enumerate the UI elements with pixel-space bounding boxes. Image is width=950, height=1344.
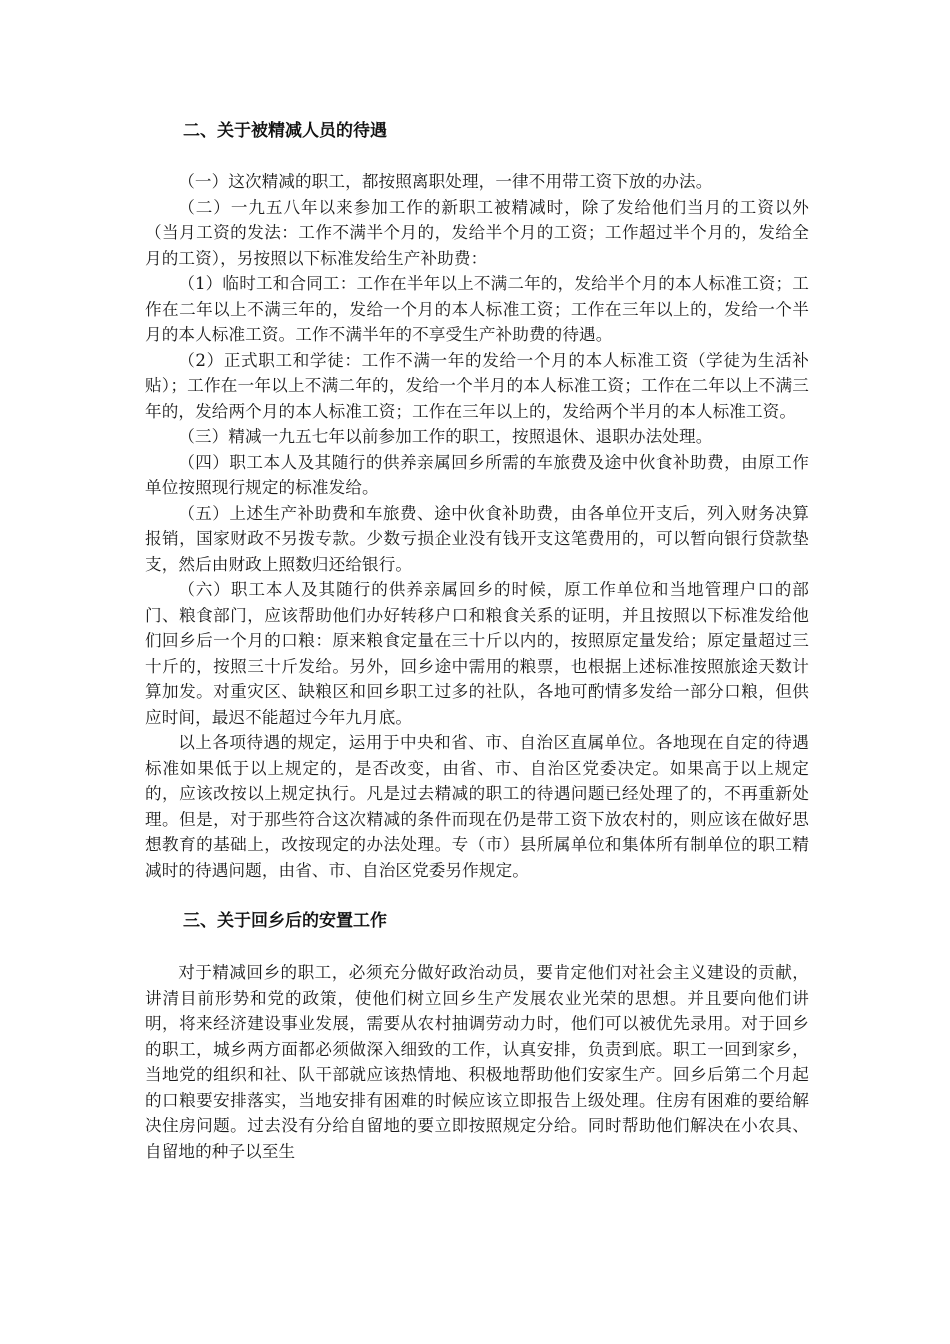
section-2-heading: 二、关于被精减人员的待遇 (183, 121, 387, 141)
section-3-heading: 三、关于回乡后的安置工作 (183, 911, 387, 931)
section-2-paragraph-3: （1）临时工和合同工：工作在半年以上不满二年的，发给半个月的本人标准工资；工作在二年以上不满三年的，发给一个月的本人标准工资；工作在三年以上的，发给一个半月的本人标准工资。工作不满半年的不享受生产补助费的待遇。 (145, 274, 809, 344)
section-3-paragraph-1: 对于精减回乡的职工，必须充分做好政治动员，要肯定他们对社会主义建设的贡献，讲清目前形势和党的政策，使他们树立回乡生产发展农业光荣的思想。并且要向他们讲明，将来经济建设事业发展，需要从农村抽调劳动力时，他们可以被优先录用。对于回乡的职工，城乡两方面都必须做深入细致的工作，认真安排，负责到底。职工一回到家乡，当地党的组织和社、队干部就应该热情地、积极地帮助他们安家生产。回乡后第二个月起的口粮要安排落实，当地安排有困难的时候应该立即报告上级处理。住房有困难的要给解决住房问题。过去没有分给自留地的要立即按照规定分给。同时帮助他们解决在小农具、自留地的种子以至生 (145, 963, 809, 1161)
section-2-paragraph-9: 以上各项待遇的规定，运用于中央和省、市、自治区直属单位。各地现在自定的待遇标准如果低于以上规定的，是否改变，由省、市、自治区党委决定。如果高于以上规定的，应该改按以上规定执行。凡是过去精减的职工的待遇问题已经处理了的，不再重新处理。但是，对于那些符合这次精减的条件而现在仍是带工资下放农村的，则应该在做好思想教育的基础上，改按现定的办法处理。专（市）县所属单位和集体所有制单位的职工精减时的待遇问题，由省、市、自治区党委另作规定。 (145, 733, 809, 880)
section-2-paragraph-8: （六）职工本人及其随行的供养亲属回乡的时候，原工作单位和当地管理户口的部门、粮食部门，应该帮助他们办好转移户口和粮食关系的证明，并且按照以下标准发给他们回乡后一个月的口粮：原来粮食定量在三十斤以内的，按照原定量发给；原定量超过三十斤的，按照三十斤发给。另外，回乡途中需用的粮票，也根据上述标准按照旅途天数计算加发。对重灾区、缺粮区和回乡职工过多的社队，各地可酌情多发给一部分口粮，但供应时间，最迟不能超过今年九月底。 (145, 580, 809, 727)
section-2-paragraph-2: （二）一九五八年以来参加工作的新职工被精减时，除了发给他们当月的工资以外（当月工资的发法：工作不满半个月的，发给半个月的工资；工作超过半个月的，发给全月的工资），另按照以下标准发给生产补助费： (145, 197, 809, 268)
section-2-paragraph-6: （四）职工本人及其随行的供养亲属回乡所需的车旅费及途中伙食补助费，由原工作单位按照现行规定的标准发给。 (145, 452, 809, 497)
section-2-paragraph-5: （三）精减一九五七年以前参加工作的职工，按照退休、退职办法处理。 (178, 427, 713, 446)
section-2-paragraph-4: （2）正式职工和学徒：工作不满一年的发给一个月的本人标准工资（学徒为生活补贴）；工作在一年以上不满二年的，发给一个半月的本人标准工资；工作在二年以上不满三年的，发给两个月的本人标准工资；工作在三年以上的，发给两个半月的本人标准工资。 (145, 350, 809, 421)
document-page (145, 118, 809, 1164)
section-2-paragraph-1: （一）这次精减的职工，都按照离职处理，一律不用带工资下放的办法。 (178, 172, 713, 191)
section-2-paragraph-7: （五）上述生产补助费和车旅费、途中伙食补助费，由各单位开支后，列入财务决算报销，国家财政不另拨专款。少数亏损企业没有钱开支这笔费用的，可以暂向银行贷款垫支，然后由财政上照数归还给银行。 (145, 503, 809, 574)
